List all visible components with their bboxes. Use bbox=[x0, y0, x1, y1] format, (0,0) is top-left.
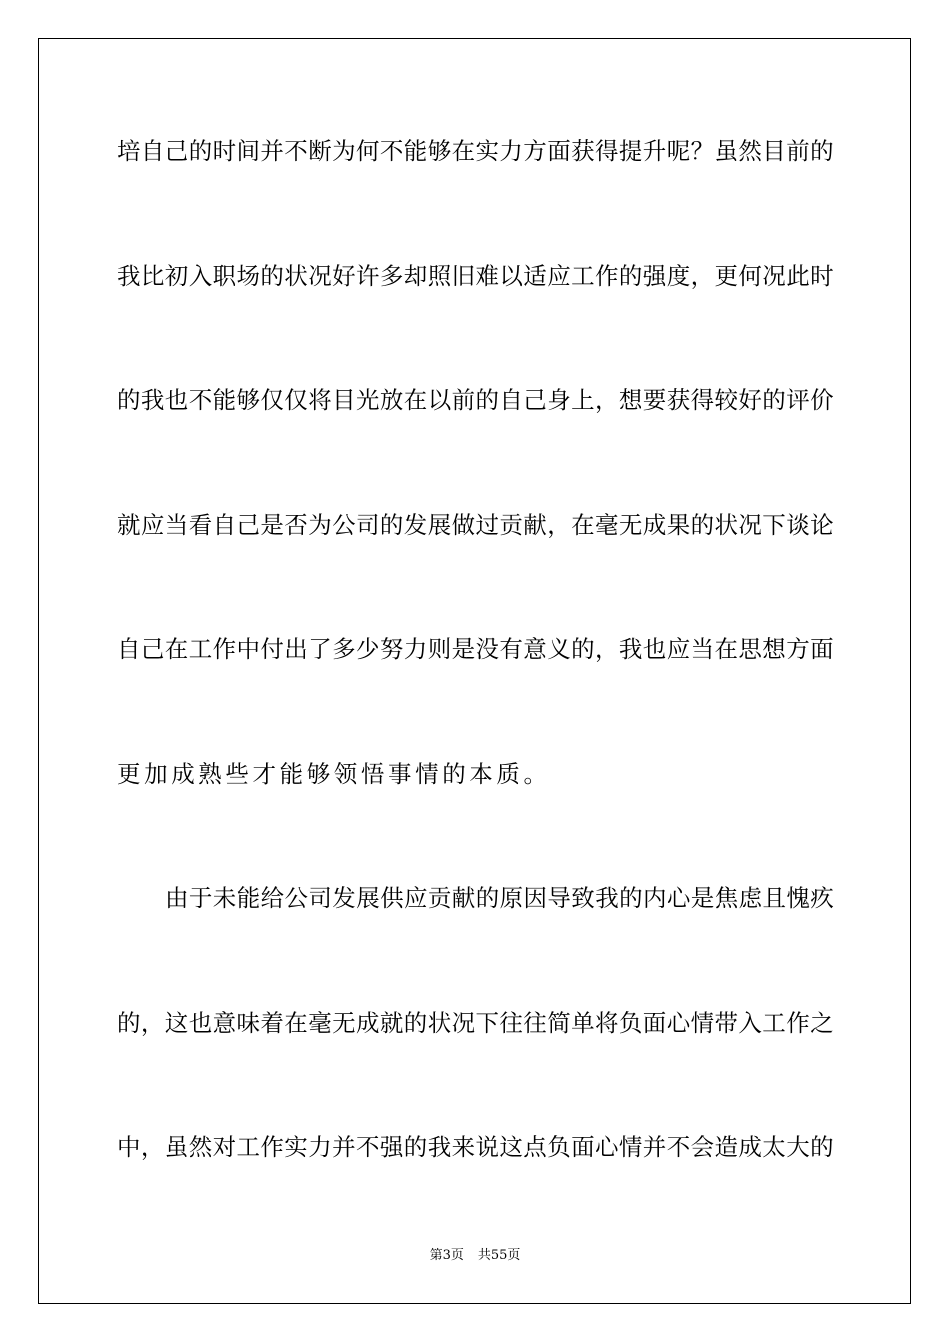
paragraph-line: 中，虽然对工作实力并不强的我来说这点负面心情并不会造成太大的 bbox=[117, 1133, 834, 1161]
page-number: 第3页 bbox=[429, 1248, 464, 1263]
paragraph-line: 由于未能给公司发展供应贡献的原因导致我的内心是焦虑且愧疚 bbox=[165, 884, 835, 912]
paragraph-line: 的我也不能够仅仅将目光放在以前的自己身上，想要获得较好的评价 bbox=[117, 386, 834, 414]
page-total: 共55页 bbox=[477, 1248, 521, 1263]
paragraph-line: 自己在工作中付出了多少努力则是没有意义的，我也应当在思想方面 bbox=[117, 635, 834, 663]
paragraph-line: 的，这也意味着在毫无成就的状况下往往简单将负面心情带入工作之 bbox=[117, 1009, 834, 1037]
page-footer bbox=[0, 1248, 950, 1264]
paragraph-line: 我比初入职场的状况好许多却照旧难以适应工作的强度，更何况此时 bbox=[117, 262, 834, 290]
page-border bbox=[38, 38, 911, 1304]
paragraph-line: 更加成熟些才能够领悟事情的本质。 bbox=[117, 760, 551, 788]
paragraph-line: 培自己的时间并不断为何不能够在实力方面获得提升呢？虽然目前的 bbox=[117, 137, 834, 165]
paragraph-line: 就应当看自己是否为公司的发展做过贡献，在毫无成果的状况下谈论 bbox=[117, 511, 834, 539]
